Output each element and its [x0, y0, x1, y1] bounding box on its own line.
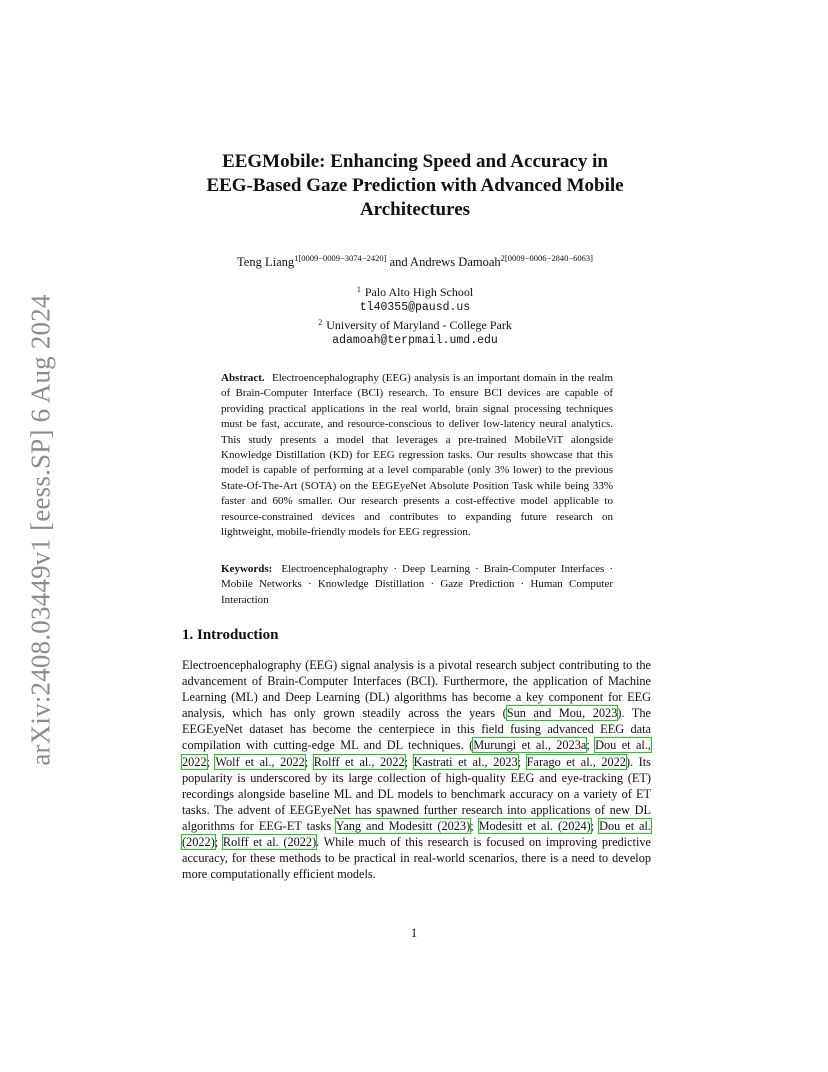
arxiv-sidebar-stamp [27, 280, 55, 780]
citation-separator: ; [206, 754, 216, 769]
author-1-orcid[interactable]: 1[0009−0009−3074−2420] [294, 253, 387, 263]
affiliation-1-email[interactable]: tl40355@pausd.us [359, 301, 471, 314]
citation-separator: ; [517, 754, 527, 769]
author-list [120, 253, 710, 270]
citation-link[interactable]: Dou et al. (2022) [182, 818, 652, 850]
intro-text-1: Electroencephalography (EEG) signal analysis is a pivotal research subject contributing to the advancement of Brain-Computer Interfaces (BCI). Furthermore, the application of Machine Learning (ML) and Deep Learning (DL) algorithms has become a key component for EEG analysis, which has only grown steadily across the years ( [182, 658, 651, 721]
title-line-3: Architectures [359, 199, 471, 220]
affiliation-2-email[interactable]: adamoah@terpmail.umd.edu [332, 334, 498, 347]
citation-link[interactable]: Yang and Modesitt (2023) [335, 818, 471, 833]
intro-text-2: ). The EEGEyeNet dataset has become the centerpiece in this field fusing advanced EEG data compilation with cutting-edge ML and DL techniques. ( [182, 706, 651, 753]
keywords-label: Keywords: [221, 563, 273, 575]
author-2-orcid[interactable]: 2[0009−0006−2840−6063] [500, 253, 593, 263]
citation-separator: ; [470, 818, 479, 833]
paper-title [120, 150, 710, 222]
affiliation-2 [120, 315, 710, 333]
abstract-label: Abstract. [221, 372, 265, 384]
author-1-name: Teng Liang [237, 255, 295, 269]
citation-separator: ; [590, 818, 600, 833]
citation-link[interactable]: Dou et al., 2022 [182, 738, 651, 769]
affiliation-1-name: Palo Alto High School [364, 285, 474, 299]
affiliation-2-marker: 2 [318, 318, 323, 327]
citation-link[interactable]: Sun and Mou, 2023 [506, 706, 618, 721]
keywords [221, 562, 613, 608]
citation-link[interactable]: Rolff et al., 2022 [313, 754, 405, 769]
keywords-text: Electroencephalography · Deep Learning · Brain-Computer Interfaces · Mobile Networks · Knowledge Distillation · Gaze Prediction · Human Computer Interaction [221, 563, 614, 606]
citation-link[interactable]: Kastrati et al., 2023 [413, 754, 518, 769]
citation-link[interactable]: Modesitt et al. (2024) [478, 818, 591, 833]
abstract-text: Electroencephalography (EEG) analysis is an important domain in the realm of Brain-Computer Interface (BCI) research. To ensure BCI devices are capable of providing practical applications in the real world, brain signal processing techniques must be fast, accurate, and resource-conscious to deliver low-latency neural analytics. This study presents a model that leverages a pre-trained MobileViT alongside Knowledge Distillation (KD) for EEG regression tasks. Our results showcase that this model is capable of performing at a level comparable (only 3% lower) to the previous State-Of-The-Art (SOTA) on the EEGEyeNet Absolute Position Task while being 33% faster and 60% smaller. Our research presents a cost-effective model applicable to resource-constrained devices and contributes to expanding future research on lightweight, mobile-friendly models for EEG regression. [221, 372, 613, 539]
introduction-paragraph [182, 657, 651, 882]
paper-title-block [120, 150, 710, 222]
citation-link[interactable]: Farago et al., 2022 [526, 754, 626, 769]
author-connector: and [386, 255, 411, 269]
page-number: 1 [410, 926, 418, 940]
title-line-2: EEG-Based Gaze Prediction with Advanced Mobile [206, 175, 624, 196]
citation-separator: ; [304, 754, 314, 769]
intro-text-4: . While much of this research is focused on improving predictive accuracy, for these methods to be practical in real-world scenarios, there is a need to develop more computationally efficient models. [182, 835, 651, 882]
affiliation-1 [120, 282, 710, 300]
citation-link[interactable]: Murungi et al., 2023a [473, 738, 587, 753]
title-line-1: EEGMobile: Enhancing Speed and Accuracy in [222, 151, 608, 172]
affiliation-2-name: University of Maryland - College Park [326, 318, 512, 332]
author-2-name: Andrews Damoah [410, 255, 501, 269]
citation-link[interactable]: Wolf et al., 2022 [215, 754, 305, 769]
intro-text-3: ). Its popularity is underscored by its large collection of high-quality EEG and eye-tracking (ET) recordings alongside baseline ML and DL models to benchmark accuracy on a variety of ET tasks. The advent of EEGEyeNet has spawned further research into applications of new DL algorithms for EEG-ET tasks [182, 754, 651, 833]
citation-separator: ; [214, 835, 223, 850]
affiliation-1-marker: 1 [356, 285, 361, 294]
section-heading-introduction: 1. Introduction [182, 627, 279, 643]
abstract [221, 371, 613, 540]
citation-separator: ; [404, 754, 414, 769]
citation-separator: ; [586, 738, 596, 753]
citation-link[interactable]: Rolff et al. (2022) [222, 835, 317, 850]
affiliations [120, 282, 710, 348]
arxiv-identifier: arXiv:2408.03449v1 [eess.SP] 6 Aug 2024 [25, 294, 56, 766]
